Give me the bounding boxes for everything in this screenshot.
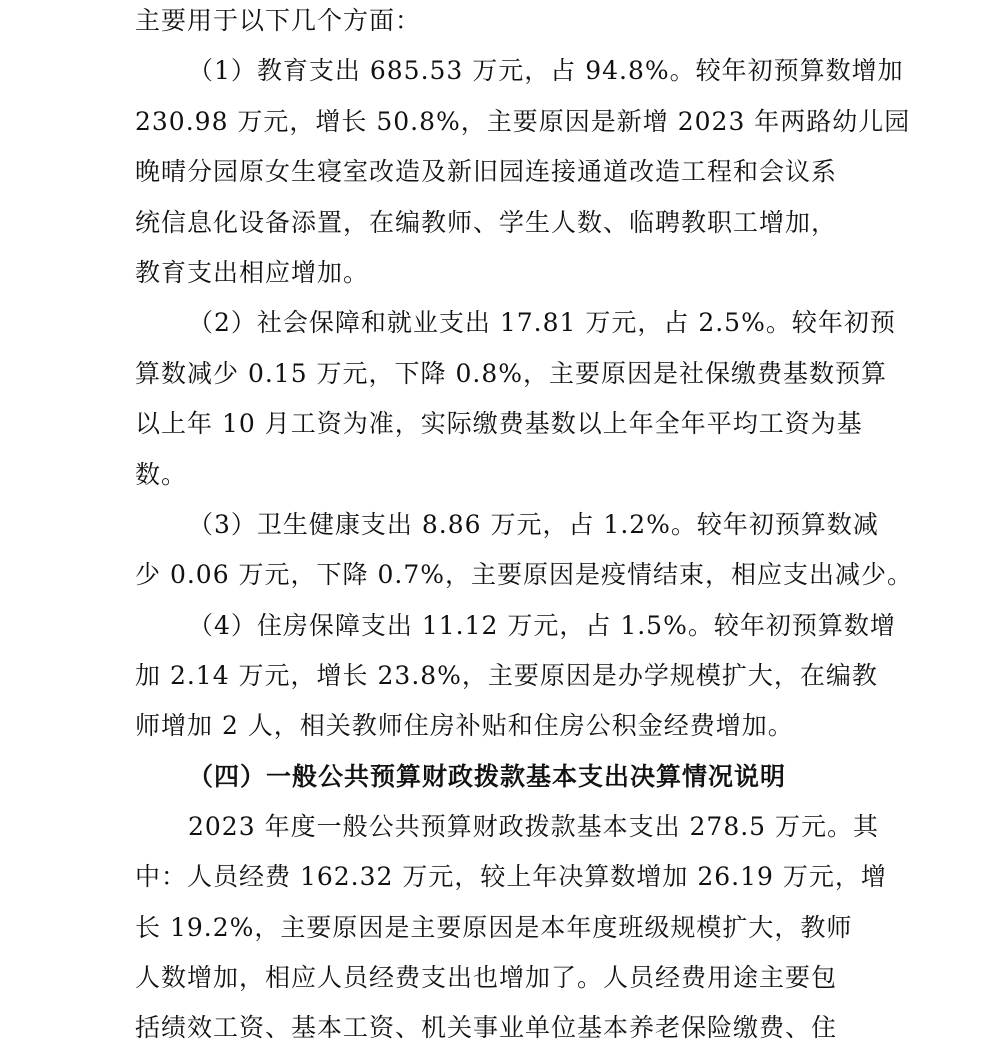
text-line-10: 数。 — [135, 460, 188, 489]
text-line-17: 2023 年度一般公共预算财政拨款基本支出 278.5 万元。其 — [188, 812, 880, 841]
text-line-1: 主要用于以下几个方面： — [135, 6, 422, 35]
text-line-19: 长 19.2%，主要原因是主要原因是本年度班级规模扩大，教师 — [135, 913, 853, 942]
text-line-6: 教育支出相应增加。 — [135, 258, 370, 287]
text-line-20: 人数增加，相应人员经费支出也增加了。人员经费用途主要包 — [135, 963, 838, 992]
text-line-5: 统信息化设备添置，在编教师、学生人数、临聘教职工增加， — [135, 208, 838, 237]
text-line-9: 以上年 10 月工资为准，实际缴费基数以上年全年平均工资为基 — [135, 409, 863, 438]
text-line-7: （2）社会保障和就业支出 17.81 万元，占 2.5%。较年初预 — [188, 308, 896, 337]
text-line-14: 加 2.14 万元，增长 23.8%，主要原因是办学规模扩大，在编教 — [135, 661, 878, 690]
text-line-3: 230.98 万元，增长 50.8%，主要原因是新增 2023 年两路幼儿园 — [135, 107, 911, 136]
text-line-21: 括绩效工资、基本工资、机关事业单位基本养老保险缴费、住 — [135, 1013, 838, 1042]
text-line-18: 中：人员经费 162.32 万元，较上年决算数增加 26.19 万元，增 — [135, 862, 887, 891]
text-line-15: 师增加 2 人，相关教师住房补贴和住房公积金经费增加。 — [135, 711, 794, 740]
text-line-13: （4）住房保障支出 11.12 万元，占 1.5%。较年初预算数增 — [188, 611, 896, 640]
text-line-2: （1）教育支出 685.53 万元，占 94.8%。较年初预算数增加 — [188, 56, 904, 85]
text-line-4: 晚晴分园原女生寝室改造及新旧园连接通道改造工程和会议系 — [135, 157, 838, 186]
section-heading: （四）一般公共预算财政拨款基本支出决算情况说明 — [188, 762, 787, 791]
text-line-8: 算数减少 0.15 万元，下降 0.8%，主要原因是社保缴费基数预算 — [135, 359, 888, 388]
text-line-12: 少 0.06 万元，下降 0.7%，主要原因是疫情结束，相应支出减少。 — [135, 560, 914, 589]
text-line-11: （3）卫生健康支出 8.86 万元，占 1.2%。较年初预算数减 — [188, 510, 879, 539]
